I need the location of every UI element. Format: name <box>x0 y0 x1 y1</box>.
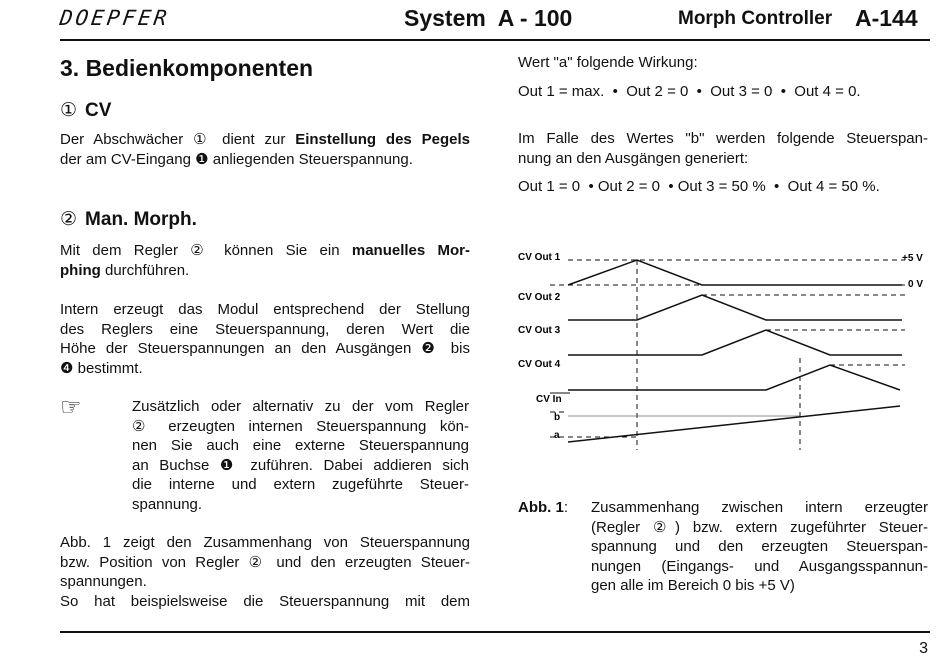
caption-line: spannung und den erzeugten Steuerspan- <box>591 538 928 555</box>
cv-heading <box>60 99 111 122</box>
manmorph-heading <box>60 208 197 231</box>
manmorph-paragraph-1 <box>60 241 470 280</box>
p3-line: spannungen. <box>60 573 147 590</box>
cv-in-label: CV In <box>536 394 562 405</box>
pointing-hand-icon: ☞ <box>60 394 82 421</box>
header-rule <box>60 39 930 41</box>
module-name: Morph Controller <box>678 8 833 29</box>
note-line: spannung. <box>132 495 203 513</box>
doepfer-logo: DOEPFER <box>58 6 172 30</box>
system-title: System A - 100 <box>404 5 573 31</box>
caption-text <box>591 498 928 596</box>
p3-line: Abb. 1 zeigt den Zusammenhang von Steuerspannung <box>60 534 470 551</box>
note-line: nen Sie auch eine externe Steuerspannung <box>132 437 469 454</box>
right-line-4: nung an den Ausgängen generiert: <box>518 149 749 167</box>
right-line-2: Out 1 = max. • Out 2 = 0 • Out 3 = 0 • Out 4 = 0. <box>518 83 861 100</box>
p2-line: Intern erzeugt das Modul entsprechend der Stellung <box>60 301 470 318</box>
right-line-1: Wert "a" folgende Wirkung: <box>518 54 698 71</box>
p2-line: Höhe der Steuerspannungen an den Ausgängen ❷ bis <box>60 340 470 357</box>
manmorph-paragraph-2 <box>60 300 470 378</box>
morph-diagram <box>510 240 930 455</box>
cv-out-4-label: CV Out 4 <box>518 359 561 370</box>
caption-line: Zusammenhang zwischen intern erzeugter <box>591 499 928 516</box>
manmorph-p1-text-2: durchführen. <box>100 261 190 279</box>
p2-line: ❹ bestimmt. <box>60 359 143 377</box>
plus-5v-label: +5 V <box>902 253 923 264</box>
module-number: A-144 <box>855 5 918 31</box>
section-title: 3. Bedienkomponenten <box>60 55 314 81</box>
cv-out-3-label: CV Out 3 <box>518 325 561 336</box>
page-number: 3 <box>919 640 928 657</box>
note-line: die interne und extern zugeführte Steuer- <box>132 476 469 493</box>
level-b-label: b <box>554 412 561 423</box>
right-line-3: Im Falle des Wertes "b" werden folgende Steuerspan- <box>518 130 928 147</box>
caption-line: gen alle im Bereich 0 bis +5 V) <box>591 577 795 594</box>
manmorph-p1-bold: manuelles Mor- <box>351 242 471 259</box>
manmorph-heading-text: Man. Morph. <box>85 209 197 230</box>
caption-line: nungen (Eingangs- und Ausgangsspannun- <box>591 557 928 575</box>
manmorph-p1-bold-2: phing <box>60 261 101 279</box>
cv-text-bold: Einstellung des Pegels <box>295 131 470 148</box>
diagram-curves <box>568 260 902 442</box>
note-line: Zusätzlich oder alternativ zu der vom Regler <box>132 398 469 415</box>
cv-heading-number: ① <box>60 100 78 121</box>
cv-out-1-label: CV Out 1 <box>518 252 561 263</box>
level-a-label: a <box>554 430 560 441</box>
cv-heading-text: CV <box>85 100 112 121</box>
right-line-5: Out 1 = 0 • Out 2 = 0 • Out 3 = 50 % • Out 4 = 50 %. <box>518 178 880 195</box>
caption-label <box>518 498 568 518</box>
zero-v-label: 0 V <box>908 279 924 290</box>
cv-paragraph <box>60 130 470 169</box>
note-line: ② erzeugten internen Steuerspannung kön- <box>132 417 469 435</box>
caption-colon: : <box>563 499 569 516</box>
caption-label-text: Abb. 1 <box>518 499 564 516</box>
p3-line: bzw. Position von Regler ② und den erzeugten Steuer- <box>60 553 470 571</box>
footer-rule <box>60 631 930 633</box>
cv-text-1: Der Abschwächer ① dient zur <box>60 131 296 148</box>
cv-text-2: der am CV-Eingang ❶ anliegenden Steuerspannung. <box>60 150 413 168</box>
cv-out-2-label: CV Out 2 <box>518 292 561 303</box>
right-paragraph <box>518 129 928 168</box>
note-line: an Buchse ❶ zuführen. Dabei addieren sich <box>132 456 469 474</box>
p2-line: des Reglers eine Steuerspannung, deren Wert die <box>60 320 470 338</box>
note-paragraph <box>132 397 469 514</box>
manmorph-paragraph-3 <box>60 533 470 611</box>
manmorph-p1-text: Mit dem Regler ② können Sie ein <box>60 242 352 259</box>
manmorph-heading-number: ② <box>60 209 78 230</box>
caption-line: (Regler ②) bzw. extern zugeführter Steuer- <box>591 518 928 536</box>
p3-line: So hat beispielsweise die Steuerspannung mit dem <box>60 592 470 610</box>
